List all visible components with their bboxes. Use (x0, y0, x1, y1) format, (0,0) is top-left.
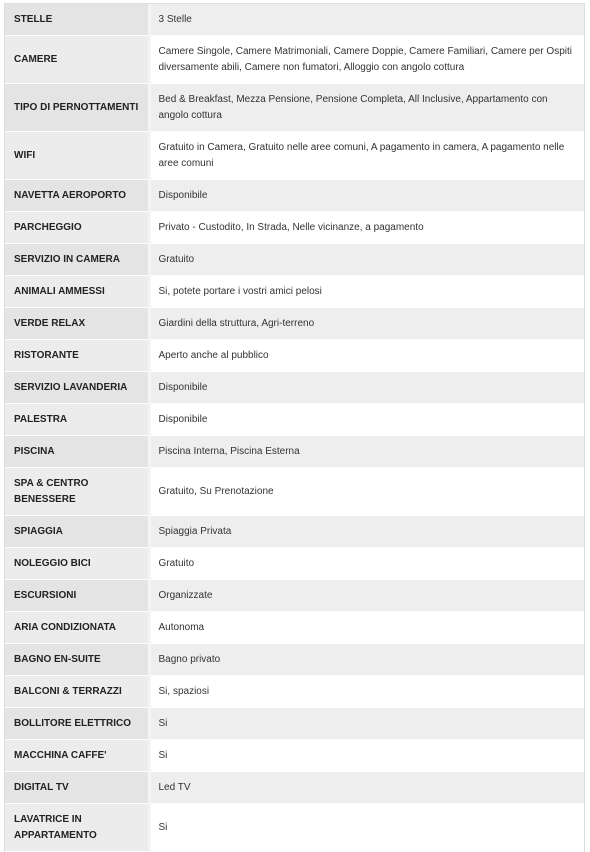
row-label: NAVETTA AEROPORTO (5, 180, 149, 212)
row-value: Aperto anche al pubblico (149, 340, 584, 372)
row-value: Piscina Interna, Piscina Esterna (149, 436, 584, 468)
table-row (5, 404, 584, 436)
row-value: Privato - Custodito, In Strada, Nelle vicinanze, a pagamento (149, 212, 584, 244)
row-label: SPA & CENTRO BENESSERE (5, 468, 149, 516)
row-label: ARIA CONDIZIONATA (5, 612, 149, 644)
table-row (5, 676, 584, 708)
row-value: Bagno privato (149, 644, 584, 676)
row-value: Gratuito (149, 244, 584, 276)
amenities-table-container (4, 3, 585, 852)
row-label: SERVIZIO LAVANDERIA (5, 372, 149, 404)
row-value: Si (149, 740, 584, 772)
row-value: Si, spaziosi (149, 676, 584, 708)
row-value: Si, potete portare i vostri amici pelosi (149, 276, 584, 308)
row-value: Gratuito in Camera, Gratuito nelle aree comuni, A pagamento in camera, A pagamento nelle aree comuni (149, 132, 584, 180)
row-label: TIPO DI PERNOTTAMENTI (5, 84, 149, 132)
row-label: RISTORANTE (5, 340, 149, 372)
row-label: VERDE RELAX (5, 308, 149, 340)
amenities-table-body (5, 4, 584, 852)
table-row (5, 180, 584, 212)
row-label: STELLE (5, 4, 149, 36)
table-row (5, 372, 584, 404)
row-label: CAMERE (5, 36, 149, 84)
row-value: Gratuito, Su Prenotazione (149, 468, 584, 516)
row-value: Bed & Breakfast, Mezza Pensione, Pensione Completa, All Inclusive, Appartamento con angolo cottura (149, 84, 584, 132)
table-row (5, 84, 584, 132)
table-row (5, 468, 584, 516)
table-row (5, 340, 584, 372)
row-value: Autonoma (149, 612, 584, 644)
row-label: SERVIZIO IN CAMERA (5, 244, 149, 276)
row-value: Gratuito (149, 548, 584, 580)
row-label: PARCHEGGIO (5, 212, 149, 244)
row-value: Giardini della struttura, Agri-terreno (149, 308, 584, 340)
row-label: WIFI (5, 132, 149, 180)
row-value: Organizzate (149, 580, 584, 612)
table-row (5, 644, 584, 676)
row-label: PALESTRA (5, 404, 149, 436)
table-row (5, 708, 584, 740)
table-row (5, 548, 584, 580)
row-label: ANIMALI AMMESSI (5, 276, 149, 308)
row-label: LAVATRICE IN APPARTAMENTO (5, 804, 149, 852)
row-label: BALCONI & TERRAZZI (5, 676, 149, 708)
row-value: Si (149, 804, 584, 852)
table-row (5, 36, 584, 84)
row-label: DIGITAL TV (5, 772, 149, 804)
row-label: NOLEGGIO BICI (5, 548, 149, 580)
row-label: ESCURSIONI (5, 580, 149, 612)
row-value: 3 Stelle (149, 4, 584, 36)
table-row (5, 580, 584, 612)
table-row (5, 804, 584, 852)
row-label: BOLLITORE ELETTRICO (5, 708, 149, 740)
row-value: Disponibile (149, 404, 584, 436)
table-row (5, 276, 584, 308)
table-row (5, 740, 584, 772)
table-row (5, 308, 584, 340)
row-value: Led TV (149, 772, 584, 804)
row-label: SPIAGGIA (5, 516, 149, 548)
row-label: MACCHINA CAFFE' (5, 740, 149, 772)
amenities-table (5, 4, 584, 852)
table-row (5, 244, 584, 276)
row-label: PISCINA (5, 436, 149, 468)
table-row (5, 436, 584, 468)
row-label: BAGNO EN-SUITE (5, 644, 149, 676)
table-row (5, 516, 584, 548)
row-value: Si (149, 708, 584, 740)
row-value: Camere Singole, Camere Matrimoniali, Camere Doppie, Camere Familiari, Camere per Ospiti diversamente abili, Camere non fumatori, Alloggio con angolo cottura (149, 36, 584, 84)
row-value: Disponibile (149, 372, 584, 404)
table-row (5, 212, 584, 244)
table-row (5, 4, 584, 36)
table-row (5, 612, 584, 644)
table-row (5, 132, 584, 180)
table-row (5, 772, 584, 804)
row-value: Spiaggia Privata (149, 516, 584, 548)
row-value: Disponibile (149, 180, 584, 212)
